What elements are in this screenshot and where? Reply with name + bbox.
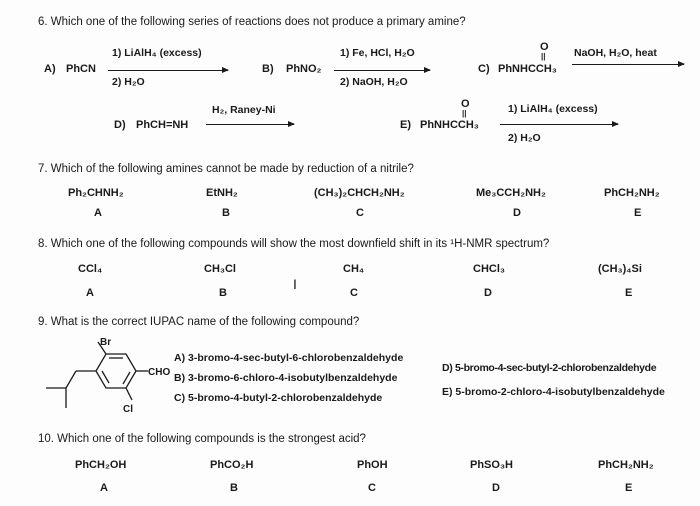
q9-label-cho: CHO: [148, 367, 171, 378]
q9-option-e: E) 5-bromo-2-chloro-4-isobutylbenzaldehyde: [442, 386, 665, 398]
q10-option-b-formula: PhCO₂H: [210, 459, 254, 471]
q8-question: 8. Which one of the following compounds will show the most downfield shift in its ¹H-NMR spectrum?: [38, 238, 550, 250]
q7-option-d-letter: D: [513, 207, 521, 219]
q8-option-d-letter: D: [484, 287, 492, 299]
q6-a-reagent-above: 1) LiAlH₄ (excess): [112, 47, 202, 59]
q10-option-c-letter: C: [368, 482, 376, 494]
q10-option-e-letter: E: [625, 482, 633, 494]
q9-label-cl: Cl: [123, 404, 133, 415]
q6-question: 6. Which one of the following series of reactions does not produce a primary amine?: [38, 16, 466, 28]
q6-d-arrow: [206, 124, 294, 125]
q6-e-arrow: [500, 124, 618, 125]
q9-option-a: A) 3-bromo-4-sec-butyl-6-chlorobenzaldehyde: [174, 352, 404, 364]
q7-option-e-letter: E: [634, 207, 642, 219]
q6-a-arrow: [108, 70, 228, 71]
q6-c-letter: C): [478, 63, 490, 75]
q10-option-d-formula: PhSO₃H: [470, 459, 513, 471]
q8-option-e-letter: E: [625, 287, 633, 299]
q6-b-letter: B): [262, 63, 274, 75]
q6-b-arrow: [334, 70, 430, 71]
q6-c-carbonyl-o: O: [540, 41, 549, 53]
q7-question: 7. Which of the following amines cannot be made by reduction of a nitrile?: [38, 163, 414, 175]
q6-a-reactant: PhCN: [66, 63, 96, 75]
q6-b-reactant: PhNO₂: [286, 63, 322, 75]
q7-option-c-letter: C: [356, 207, 364, 219]
benzene-ring: [96, 354, 136, 388]
q6-e-double-bond: ||: [462, 109, 467, 118]
q10-option-c-formula: PhOH: [357, 459, 388, 471]
q8-option-a-letter: A: [86, 287, 94, 299]
q9-option-b: B) 3-bromo-6-chloro-4-isobutylbenzaldehyde: [174, 372, 398, 384]
q6-d-reagent-above: H₂, Raney-Ni: [212, 104, 276, 116]
q10-option-a-formula: PhCH₂OH: [75, 459, 127, 471]
substituent-bonds: [46, 342, 148, 408]
q6-e-reagent-above: 1) LiAlH₄ (excess): [508, 103, 598, 115]
q8-option-c-formula: CH₄: [343, 263, 365, 275]
q6-a-reagent-below: 2) H₂O: [112, 76, 145, 88]
q6-e-reactant: PhNHCCH₃: [420, 119, 479, 131]
q8-option-b-letter: B: [219, 287, 227, 299]
q7-option-b-formula: EtNH₂: [206, 187, 238, 199]
q6-b-reagent-below: 2) NaOH, H₂O: [340, 76, 408, 88]
q6-e-carbonyl-o: O: [461, 98, 470, 110]
q10-option-d-letter: D: [492, 482, 500, 494]
q10-option-e-formula: PhCH₂NH₂: [598, 459, 654, 471]
q8-option-a-formula: CCl₄: [78, 263, 103, 275]
q10-question: 10. Which one of the following compounds is the strongest acid?: [38, 433, 366, 445]
q6-e-letter: E): [400, 119, 411, 131]
q6-c-arrow: [572, 64, 684, 65]
q8-option-b-formula: CH₃Cl: [204, 263, 236, 275]
text-cursor-icon: I: [293, 276, 297, 292]
q6-d-letter: D): [114, 119, 126, 131]
q6-c-reagent-above: NaOH, H₂O, heat: [574, 47, 657, 59]
q6-b-reagent-above: 1) Fe, HCl, H₂O: [340, 47, 415, 59]
q8-option-d-formula: CHCl₃: [473, 263, 505, 275]
q7-option-e-formula: PhCH₂NH₂: [604, 187, 660, 199]
q9-label-br: Br: [100, 337, 112, 348]
q9-question: 9. What is the correct IUPAC name of the following compound?: [38, 316, 360, 328]
q10-option-a-letter: A: [100, 482, 108, 494]
q8-option-e-formula: (CH₃)₄Si: [598, 263, 642, 275]
q7-option-d-formula: Me₃CCH₂NH₂: [476, 187, 546, 199]
q7-option-a-formula: Ph₂CHNH₂: [68, 187, 124, 199]
q9-option-c: C) 5-bromo-4-butyl-2-chlorobenzaldehyde: [174, 392, 383, 404]
q7-option-b-letter: B: [222, 207, 230, 219]
q7-option-a-letter: A: [94, 207, 102, 219]
q6-e-reagent-below: 2) H₂O: [508, 132, 541, 144]
q10-option-b-letter: B: [230, 482, 238, 494]
q9-structure: [40, 336, 175, 418]
q6-c-double-bond: ||: [541, 52, 546, 61]
q6-c-reactant: PhNHCCH₃: [498, 63, 557, 75]
q6-d-reactant: PhCH=NH: [136, 119, 189, 131]
q9-option-d: D) 5-bromo-4-sec-butyl-2-chlorobenzaldehyde: [442, 362, 657, 374]
q7-option-c-formula: (CH₃)₂CHCH₂NH₂: [314, 187, 405, 199]
q6-a-letter: A): [44, 63, 56, 75]
q8-option-c-letter: C: [350, 287, 358, 299]
